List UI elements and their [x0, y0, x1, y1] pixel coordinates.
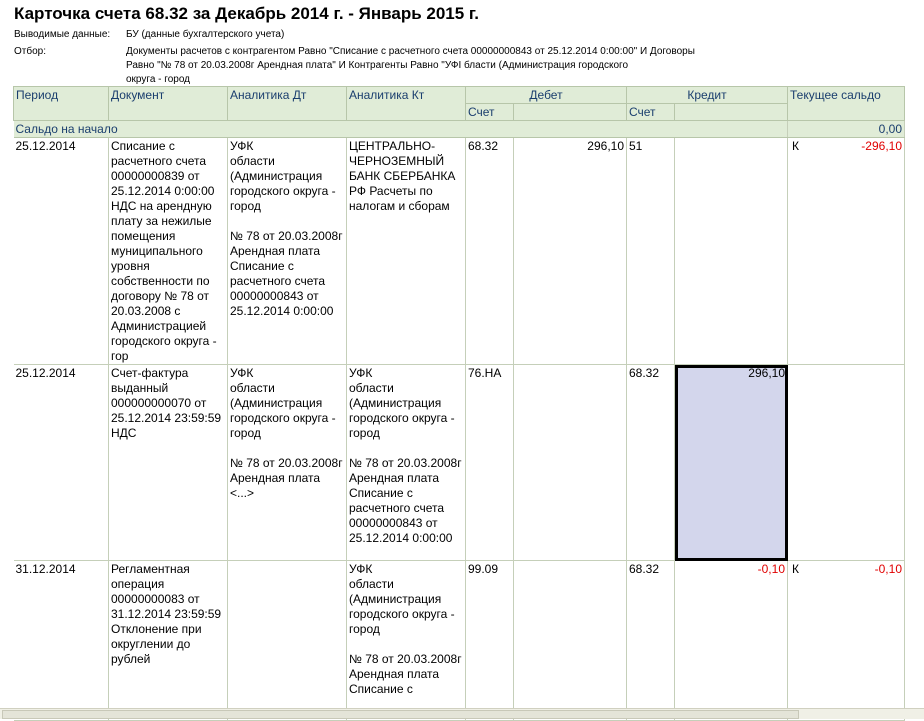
column-header-balance[interactable]: Текущее сальдо — [788, 87, 905, 121]
row-credit-account: 68.32 — [627, 365, 675, 561]
row-debit-account: 76.НА — [466, 365, 514, 561]
column-header-analytics-dt[interactable]: Аналитика Дт — [228, 87, 347, 121]
horizontal-scrollbar[interactable] — [0, 708, 924, 719]
row-document[interactable]: Списание с расчетного счета 00000000839 от 25.12.2014 0:00:00 НДС на арендную плату за нежилые помещения муниципального уровня собственности по договору № 78 от 20.03.2008 с Администрацией городского округа - гор — [109, 138, 228, 365]
report-title: Карточка счета 68.32 за Декабрь 2014 г. - Январь 2015 г. — [14, 4, 480, 23]
filter-line-1: Документы расчетов с контрагентом Равно "Списание с расчетного счета 00000000843 от 25.12.2014 0:00:00" И Договоры — [126, 46, 695, 57]
row-document[interactable]: Счет-фактура выданный 000000000070 от 25.12.2014 23:59:59 НДС — [109, 365, 228, 561]
row-debit-account: 68.32 — [466, 138, 514, 365]
row-period: 25.12.2014 — [14, 138, 109, 365]
opening-balance-row[interactable] — [14, 121, 905, 138]
account-card-table[interactable] — [13, 86, 905, 721]
column-header-document[interactable]: Документ — [109, 87, 228, 121]
row-debit-amount — [514, 365, 627, 561]
table-row[interactable] — [14, 138, 905, 365]
column-header-debit-account[interactable]: Счет — [466, 104, 514, 121]
column-header-credit-amount[interactable] — [675, 104, 788, 121]
filter-line-2: Равно "№ 78 от 20.03.2008г Арендная плата" И Контрагенты Равно "УФІ бласти (Администрация городского — [126, 60, 629, 71]
row-credit-account: 68.32 — [627, 561, 675, 721]
table-row[interactable] — [14, 561, 905, 721]
row-balance — [788, 365, 905, 561]
row-balance-side: К — [792, 562, 799, 576]
row-analytics-dt: УФК области (Администрация городского округа - город № 78 от 20.03.2008г Арендная плата <...> — [228, 365, 347, 561]
opening-balance-label: Сальдо на начало — [14, 121, 788, 138]
column-header-analytics-kt[interactable]: Аналитика Кт — [347, 87, 466, 121]
row-debit-account: 99.09 — [466, 561, 514, 721]
row-period: 31.12.2014 — [14, 561, 109, 721]
filter-line-3: округа - город — [126, 74, 190, 85]
row-balance-amount: -0,10 — [874, 562, 902, 576]
table-row[interactable] — [14, 365, 905, 561]
row-credit-amount-selected-cell[interactable]: 296,10 — [675, 365, 788, 561]
row-document[interactable]: Регламентная операция 00000000083 от 31.12.2014 23:59:59 Отклонение при округлении до рублей — [109, 561, 228, 721]
row-analytics-kt: УФК области (Администрация городского округа - город № 78 от 20.03.2008г Арендная плата Списание с — [347, 561, 466, 721]
column-header-period[interactable]: Период — [14, 87, 109, 121]
column-header-debit[interactable]: Дебет — [466, 87, 627, 104]
output-data-label: Выводимые данные: — [14, 29, 111, 40]
row-balance-side: К — [792, 139, 799, 153]
row-credit-account: 51 — [627, 138, 675, 365]
row-balance-amount: -296,10 — [861, 139, 902, 153]
column-header-credit[interactable]: Кредит — [627, 87, 788, 104]
row-analytics-dt — [228, 561, 347, 721]
row-analytics-dt: УФК области (Администрация городского округа - город № 78 от 20.03.2008г Арендная плата Списание с расчетного счета 00000000843 от 25.12.2014 0:00:00 — [228, 138, 347, 365]
opening-balance-value: 0,00 — [788, 121, 905, 138]
filter-label: Отбор: — [14, 46, 46, 57]
row-credit-amount: -0,10 — [675, 561, 788, 721]
column-header-debit-amount[interactable] — [514, 104, 627, 121]
column-header-credit-account[interactable]: Счет — [627, 104, 675, 121]
row-period: 25.12.2014 — [14, 365, 109, 561]
horizontal-scrollbar-thumb[interactable] — [2, 710, 799, 719]
row-debit-amount: 296,10 — [514, 138, 627, 365]
account-card-table-area[interactable] — [0, 86, 910, 721]
row-debit-amount — [514, 561, 627, 721]
output-data-value: БУ (данные бухгалтерского учета) — [126, 29, 285, 40]
row-credit-amount — [675, 138, 788, 365]
row-balance — [788, 561, 905, 721]
row-analytics-kt: УФК области (Администрация городского округа - город № 78 от 20.03.2008г Арендная плата Списание с расчетного счета 00000000843 от 25.12.2014 0:00:00 — [347, 365, 466, 561]
row-balance — [788, 138, 905, 365]
row-analytics-kt: ЦЕНТРАЛЬНО-ЧЕРНОЗЕМНЫЙ БАНК СБЕРБАНКА РФ Расчеты по налогам и сборам — [347, 138, 466, 365]
